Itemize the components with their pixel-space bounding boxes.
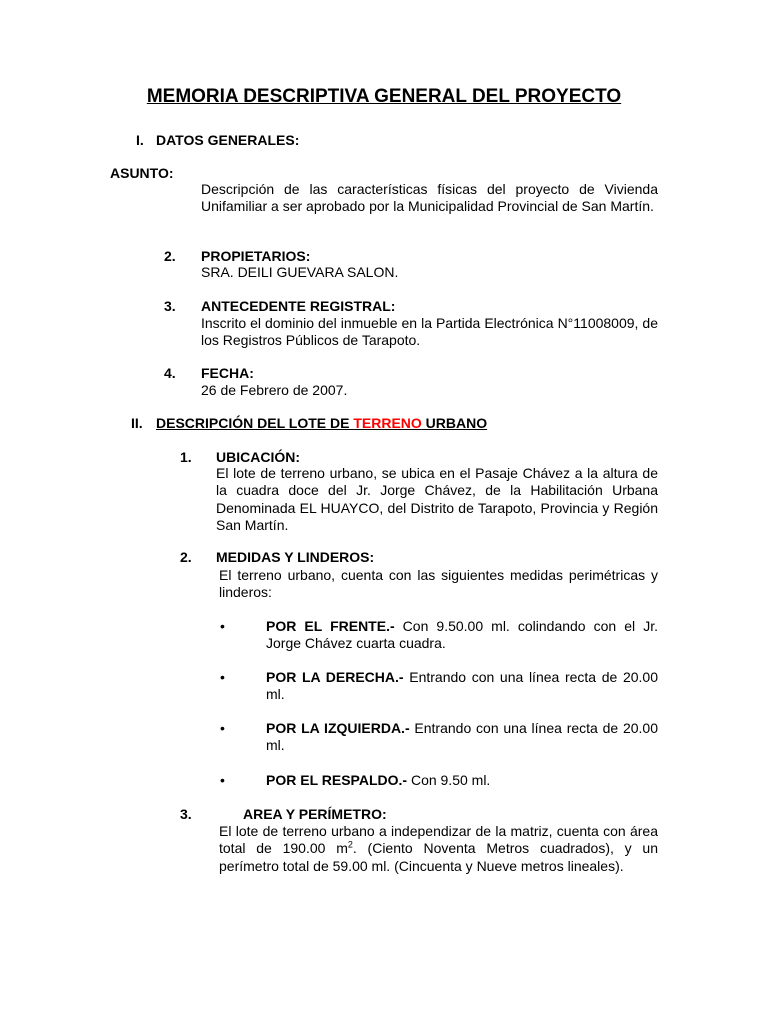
fecha-heading: FECHA: <box>201 365 254 381</box>
area-heading: AREA Y PERÍMETRO: <box>243 806 387 822</box>
propietarios-text: SRA. DEILI GUEVARA SALON. <box>201 264 399 280</box>
bullet-dot: • <box>220 772 225 788</box>
bullet-respaldo-label: POR EL RESPALDO.- <box>266 772 408 788</box>
item-3-number: 3. <box>164 298 176 314</box>
bullet-derecha <box>266 669 658 704</box>
document-title: MEMORIA DESCRIPTIVA GENERAL DEL PROYECTO <box>146 86 622 107</box>
medidas-number: 2. <box>180 549 192 565</box>
medidas-text: El terreno urbano, cuenta con las siguientes medidas perimétricas y linderos: <box>219 567 658 601</box>
section-1-number: I. <box>136 132 144 148</box>
bullet-derecha-label: POR LA DERECHA.- <box>266 669 404 685</box>
area-text <box>219 823 658 875</box>
bullet-izquierda <box>266 720 658 755</box>
propietarios-heading: PROPIETARIOS: <box>201 248 311 264</box>
bullet-izquierda-text: Entrando con una línea recta de 20.00 ml. <box>266 720 658 754</box>
item-4-number: 4. <box>164 365 176 381</box>
bullet-dot: • <box>220 618 225 634</box>
section-2-heading-red: TERRENO <box>353 415 422 431</box>
bullet-frente-label: POR EL FRENTE.- <box>266 618 395 634</box>
ubicacion-text: El lote de terreno urbano, se ubica en el Pasaje Chávez a la altura de la cuadra doce del Jr. Jorge Chávez, de la Habilitación Urbana Denominada EL HUAYCO, del Distrito de Tarapoto, Provincia y Región San Martín. <box>216 465 658 533</box>
bullet-respaldo-text: Con 9.50 ml. <box>407 772 491 788</box>
asunto-text: Descripción de las características físicas del proyecto de Vivienda Unifamiliar a ser aprobado por la Municipalidad Provincial de San Martín. <box>201 181 658 215</box>
section-1-heading: DATOS GENERALES: <box>156 132 300 148</box>
antecedente-text: Inscrito el dominio del inmueble en la Partida Electrónica N°11008009, de los Registros Públicos de Tarapoto. <box>201 315 658 349</box>
bullet-izquierda-label: POR LA IZQUIERDA.- <box>266 720 410 736</box>
fecha-text: 26 de Febrero de 2007. <box>201 382 348 398</box>
ubicacion-number: 1. <box>180 449 192 465</box>
section-2-heading-part1: DESCRIPCIÓN DEL LOTE DE <box>156 415 354 431</box>
bullet-respaldo <box>266 772 658 789</box>
antecedente-heading: ANTECEDENTE REGISTRAL: <box>201 298 396 314</box>
medidas-heading: MEDIDAS Y LINDEROS: <box>216 549 375 565</box>
section-2-heading-part2: URBANO <box>421 415 488 431</box>
section-2-heading <box>156 415 487 431</box>
bullet-dot: • <box>220 720 225 736</box>
area-text-before: El lote de terreno urbano a independizar de la matriz, cuenta con área total de 190.00 m <box>219 823 658 857</box>
asunto-label: ASUNTO: <box>110 165 174 181</box>
area-superscript: 2 <box>347 839 353 850</box>
area-number: 3. <box>180 806 192 822</box>
item-2-number: 2. <box>164 248 176 264</box>
area-text-after: . (Ciento Noventa Metros cuadrados), y un perímetro total de 59.00 ml. (Cincuenta y Nueve metros lineales). <box>219 840 659 874</box>
bullet-derecha-text: Entrando con una línea recta de 20.00 ml. <box>266 669 658 703</box>
ubicacion-heading: UBICACIÓN: <box>216 449 300 465</box>
bullet-dot: • <box>220 669 225 685</box>
bullet-frente-text: Con 9.50.00 ml. colindando con el Jr. Jorge Chávez cuarta cuadra. <box>266 618 658 652</box>
bullet-frente <box>266 618 658 653</box>
section-2-number: II. <box>131 415 143 431</box>
